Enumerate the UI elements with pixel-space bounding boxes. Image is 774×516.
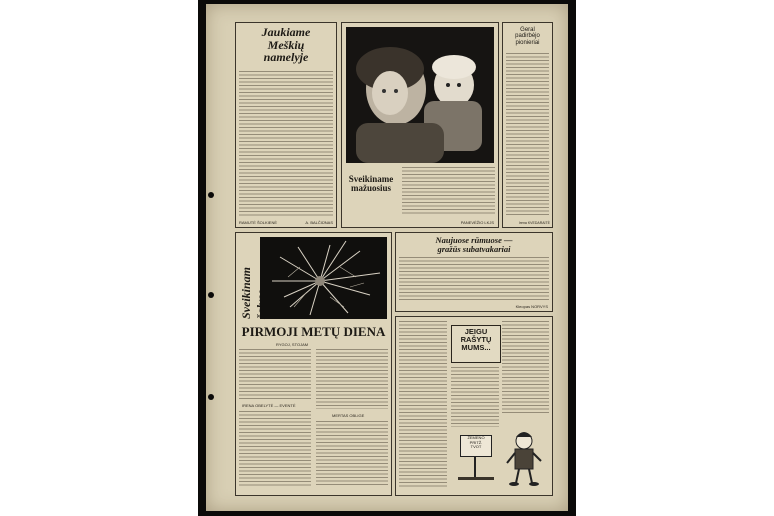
binder-hole-middle xyxy=(208,292,214,298)
sign-line: ŽEMĖNO xyxy=(467,435,485,440)
title-line: Geral xyxy=(520,27,535,33)
jeigu-title xyxy=(453,328,499,352)
article-pirmoji-metu-diena xyxy=(235,232,392,496)
title-line: MUMS... xyxy=(461,342,491,352)
article-pionieriai xyxy=(502,22,553,228)
article-rumuose-title xyxy=(398,236,550,254)
article-author: Irena KVEDARAITĖ xyxy=(518,221,550,225)
article-body-text-left-2 xyxy=(239,411,311,487)
binder-hole-bottom xyxy=(208,394,214,400)
binder-hole-top xyxy=(208,192,214,198)
article-body-text-middle xyxy=(451,367,499,427)
article-body-text-right-2 xyxy=(316,421,388,487)
title-line: mažuosius xyxy=(350,183,391,194)
article-body-text-left xyxy=(239,349,311,399)
article-meskiu-namelyje xyxy=(235,22,337,228)
article-body-text-right xyxy=(316,349,388,409)
sign-illustration xyxy=(458,435,494,483)
article-author: Kleopas NORVYS xyxy=(515,304,548,309)
article-subtitle: RYGOJ, STOJAM xyxy=(276,342,309,347)
side-title: Sveikinam xyxy=(239,266,253,319)
article-jeigu-rasytu xyxy=(395,316,553,496)
article-body-text-right xyxy=(502,321,549,413)
article-meskiu-title xyxy=(238,26,334,64)
article-body-text xyxy=(506,53,549,215)
article-naujuose-rumuose xyxy=(395,232,553,312)
title-line: JEIGU xyxy=(464,327,488,336)
cartoon-figure-illustration xyxy=(504,429,544,487)
article-body-text xyxy=(399,257,549,301)
article-pionieriai-title xyxy=(504,27,551,46)
title-line: Meškių xyxy=(267,37,305,52)
sign-post xyxy=(474,456,476,478)
photo-credit: PANEVĖŽIO LKJS xyxy=(460,220,494,225)
newspaper-page xyxy=(206,4,568,511)
article-body-text xyxy=(402,167,495,215)
article-footer-left: RAMUTĖ ŠOLKIENĖ xyxy=(239,220,278,225)
title-line: Sveikiname xyxy=(348,174,394,184)
jeigu-title-box xyxy=(451,325,501,363)
child-with-doll-photo xyxy=(346,27,494,163)
title-line: gražūs subatvakariai xyxy=(437,243,511,254)
pine-branch-photo xyxy=(260,237,387,319)
title-line: namelyje xyxy=(263,50,309,65)
child-doll-image xyxy=(346,27,494,163)
article-section-heading: IRENA OBELYTĖ — EVENTĖ xyxy=(242,403,296,408)
article-sveikiname-title xyxy=(345,175,397,194)
pine-branch-image xyxy=(260,237,387,319)
article-sveikiname xyxy=(341,22,499,228)
title-line: Jaukiame xyxy=(261,25,311,39)
article-section-heading: MERTAS OBLIGE xyxy=(332,413,365,418)
title-line: RAŠYTŲ xyxy=(460,334,492,344)
article-pirmoji-title: PIRMOJI METŲ DIENA xyxy=(241,324,386,339)
article-footer-right: A. BALČIŪNAS xyxy=(305,220,333,225)
sign-board xyxy=(460,435,492,457)
title-line: pionieriai xyxy=(515,39,540,46)
article-body-text xyxy=(239,71,333,216)
sign-line: PRITŽ. xyxy=(469,439,483,445)
title-line: Naujuose rūmuose — xyxy=(435,235,513,245)
sign-ground xyxy=(458,477,494,480)
article-body-text-left xyxy=(399,321,447,489)
sign-line: TVOT xyxy=(470,444,482,450)
title-line: padirbėjo xyxy=(515,33,540,40)
